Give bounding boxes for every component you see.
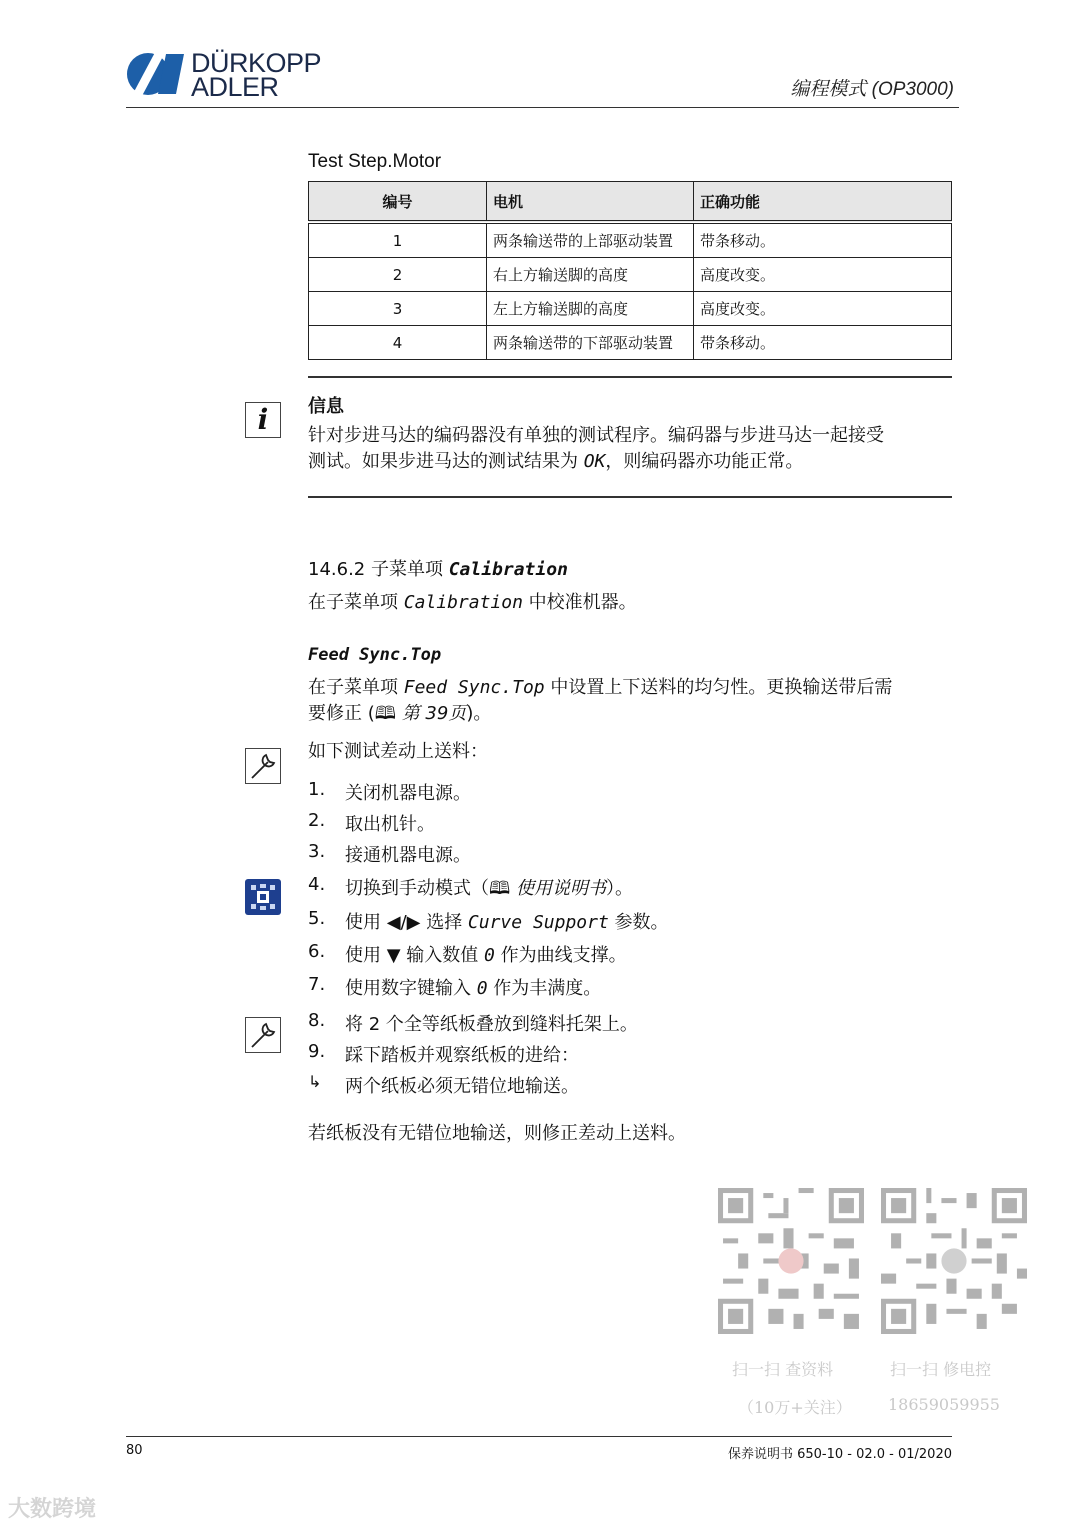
step-text (345, 874, 633, 906)
closing-text: 若纸板没有无错位地输送，则修正差动上送料。 (308, 1123, 686, 1144)
motor-test-table (308, 181, 952, 360)
step-text: 将 2 个全等纸板叠放到缝料托架上。 (345, 1014, 638, 1035)
table-cell-function: 带条移动。 (694, 222, 952, 258)
section-heading-test-step-motor: Test Step.Motor (308, 151, 442, 172)
step-number: 2. (308, 810, 326, 831)
step-number: 4. (308, 874, 326, 895)
text: ）。 (605, 878, 633, 899)
feed-sync-line-2 (308, 701, 958, 727)
info-top-rule (308, 376, 952, 378)
step-number: 6. (308, 941, 326, 962)
text: 作为丰满度。 (487, 978, 602, 999)
code: Feed Sync.Top (403, 677, 545, 698)
intro-text: 在子菜单项 (308, 592, 404, 613)
qr-code-icon (881, 1188, 1027, 1334)
step-text: 取出机针。 (345, 814, 435, 835)
text: 中设置上下送料的均匀性。更换输送带后需 (544, 677, 893, 698)
table-cell-motor: 右上方输送脚的高度 (487, 258, 694, 292)
calibration-intro (308, 590, 637, 616)
info-text: ，则编码器亦功能正常。 (605, 451, 804, 472)
text: )。 (466, 703, 492, 724)
table-cell-number: 1 (309, 222, 487, 258)
step-text: 踩下踏板并观察纸板的进给： (345, 1045, 579, 1066)
table-row (309, 258, 952, 292)
watermark-sub-2: 18659059955 (888, 1395, 1000, 1414)
watermark-sub-1: （10万+关注） (738, 1398, 852, 1417)
text: 切换到手动模式（ (345, 878, 489, 899)
table-cell-number: 4 (309, 326, 487, 360)
text: 要修正 ( (308, 703, 375, 724)
info-icon-glyph: i (257, 403, 269, 436)
code: 0 (476, 978, 488, 999)
table-row (309, 326, 952, 360)
table-cell-function: 高度改变。 (694, 292, 952, 326)
feed-sync-description (308, 675, 958, 727)
step-number: 7. (308, 974, 326, 995)
text: 参数。 (608, 912, 669, 933)
step-number: 9. (308, 1041, 326, 1062)
info-line-1: 针对步进马达的编码器没有单独的测试程序。编码器与步进马达一起接受 (308, 425, 884, 446)
test-lead-text: 如下测试差动上送料： (308, 741, 488, 762)
info-icon (245, 402, 281, 438)
column-header-function: 正确功能 (694, 182, 952, 223)
info-line-2 (308, 449, 958, 475)
text: 在子菜单项 (308, 677, 404, 698)
table-header-row (309, 182, 952, 223)
table-cell-motor: 两条输送带的上部驱动装置 (487, 222, 694, 258)
info-bottom-rule (308, 496, 952, 498)
watermark-label-1: 扫一扫 查资料 (732, 1360, 834, 1379)
document-id: 保养说明书 650-10 - 02.0 - 01/2020 (727, 1447, 952, 1462)
brand-logo (126, 50, 326, 100)
table-cell-motor: 两条输送带的下部驱动装置 (487, 326, 694, 360)
section-heading-calibration (308, 557, 568, 583)
info-body (308, 423, 958, 475)
column-header-motor: 电机 (487, 182, 694, 223)
step-number: 3. (308, 841, 326, 862)
text: 使用 ◀/▶ 选择 (345, 912, 468, 933)
control-panel-icon (245, 879, 281, 915)
qr-code-icon (718, 1188, 864, 1334)
table-cell-motor: 左上方输送脚的高度 (487, 292, 694, 326)
info-text: 测试。如果步进马达的测试结果为 (308, 451, 584, 472)
column-header-number: 编号 (309, 182, 487, 223)
text: 使用 ▼ 输入数值 (345, 945, 485, 966)
page-number: 80 (126, 1443, 143, 1458)
result-arrow-icon: ↳ (308, 1072, 322, 1091)
info-title: 信息 (308, 396, 344, 417)
step-number: 1. (308, 779, 326, 800)
step-text (345, 974, 601, 1000)
brand-name-line1: DÜRKOPP (191, 48, 322, 78)
table-row (309, 222, 952, 258)
step-text (345, 908, 669, 934)
intro-code: Calibration (403, 592, 523, 613)
subheading-feed-sync-top: Feed Sync.Top (308, 645, 442, 665)
step-number: 8. (308, 1010, 326, 1031)
intro-text: 中校准机器。 (522, 592, 637, 613)
heading-text: 14.6.2 子菜单项 (308, 559, 449, 580)
table-cell-function: 高度改变。 (694, 258, 952, 292)
manual-reference-link[interactable]: 使用说明书 (510, 878, 606, 899)
header-rule (126, 107, 959, 108)
info-code-ok: OK (583, 451, 606, 472)
table-cell-number: 2 (309, 258, 487, 292)
book-icon: 🕮 (489, 878, 511, 899)
step-result-text: 两个纸板必须无错位地输送。 (345, 1076, 579, 1097)
wrench-icon (245, 748, 281, 784)
code: Curve Support (467, 912, 609, 933)
code: 0 (484, 945, 495, 966)
text: 作为曲线支撑。 (494, 945, 627, 966)
brand-mark-icon (126, 50, 186, 98)
text: 使用数字键输入 (345, 978, 477, 999)
step-text: 关闭机器电源。 (345, 783, 471, 804)
watermark-label-2: 扫一扫 修电控 (890, 1360, 992, 1379)
feed-sync-line-1 (308, 675, 958, 701)
book-icon: 🕮 (374, 703, 396, 724)
step-number: 5. (308, 908, 326, 929)
step-text (345, 941, 627, 967)
heading-code: Calibration (448, 559, 568, 580)
corner-watermark: 大数跨境 (8, 1497, 97, 1522)
page-reference-link[interactable]: 第 39页 (395, 703, 467, 724)
footer-rule (126, 1436, 952, 1437)
brand-name-line2: ADLER (191, 72, 279, 102)
table-row (309, 292, 952, 326)
table-cell-number: 3 (309, 292, 487, 326)
table-cell-function: 带条移动。 (694, 326, 952, 360)
page-header-title: 编程模式 (OP3000) (790, 79, 954, 100)
step-text: 接通机器电源。 (345, 845, 471, 866)
wrench-icon (245, 1017, 281, 1053)
